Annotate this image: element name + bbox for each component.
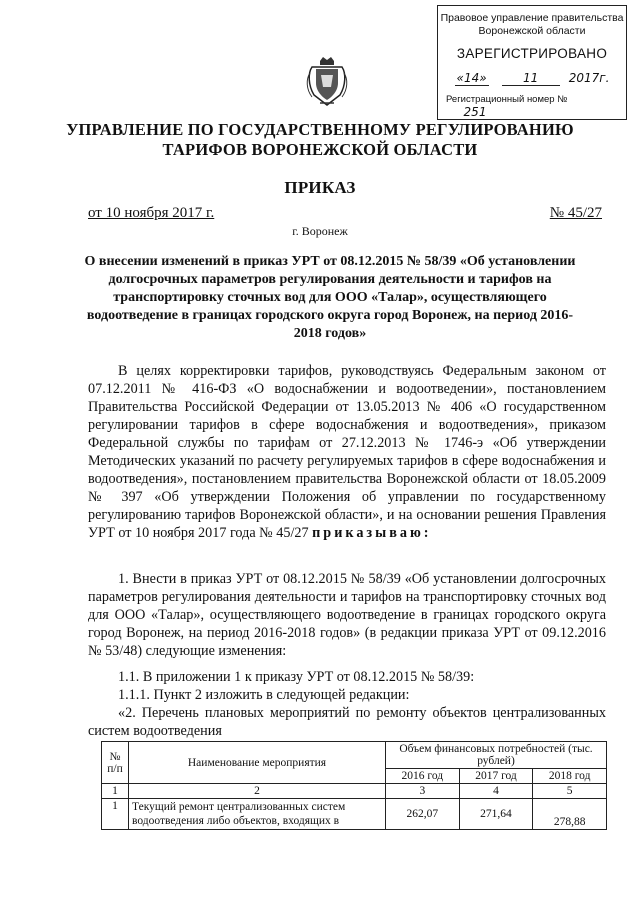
financial-table bbox=[101, 741, 607, 830]
item-2-title: «2. Перечень плановых мероприятий по ремонту объектов централизованных систем водоотведения bbox=[88, 705, 606, 739]
row-value-2017: 271,64 bbox=[459, 799, 533, 830]
order-word: приказываю: bbox=[312, 525, 432, 541]
order-subject: О внесении изменений в приказ УРТ от 08.12.2015 № 58/39 «Об установлении долгосрочных параметров регулирования деятельности и тарифов на транспортировку сточных вод для ООО «Талар», осуществляющего водоотведение в границах городского округа город Воронеж, на период 2016-2018 годов» bbox=[84, 254, 576, 341]
order-date: от 10 ноября 2017 г. bbox=[88, 205, 215, 221]
table-header-row bbox=[102, 742, 607, 769]
doc-type-title: ПРИКАЗ bbox=[284, 178, 356, 197]
row-value-2016: 262,07 bbox=[386, 799, 460, 830]
item-1-1-1-paragraph: 1.1.1. Пункт 2 изложить в следующей редакции: bbox=[118, 687, 410, 703]
index-cell: 4 bbox=[459, 784, 533, 799]
order-number: № 45/27 bbox=[549, 205, 602, 221]
row-name: Текущий ремонт централизованных систем водоотведения либо объектов, входящих в bbox=[129, 799, 386, 830]
item-1-paragraph: 1. Внести в приказ УРТ от 08.12.2015 № 58/39 «Об установлении долгосрочных параметров регулирования деятельности и тарифов на транспортировку сточных вод для ООО «Талар», осуществляющего водоотведение в границах городского округа город Воронеж, на период 2016-2018 годов» (в редакции приказа УРТ от 09.12.2016 № 53/48) следующие изменения: bbox=[88, 571, 606, 659]
org-title-line2: ТАРИФОВ ВОРОНЕЖСКОЙ ОБЛАСТИ bbox=[162, 140, 478, 159]
order-city: г. Воронеж bbox=[292, 224, 348, 238]
index-cell: 5 bbox=[533, 784, 607, 799]
header-year-2018: 2018 год bbox=[533, 769, 607, 784]
org-title-line1: УПРАВЛЕНИЕ ПО ГОСУДАРСТВЕННОМУ РЕГУЛИРОВАНИЮ bbox=[66, 120, 574, 139]
stamp-reg-number: 251 bbox=[446, 105, 504, 120]
index-cell: 2 bbox=[129, 784, 386, 799]
preamble-text: В целях корректировки тарифов, руководствуясь Федеральным законом от 07.12.2011 № 416-ФЗ «О водоснабжении и водоотведении», постановлением Правительства Российской Федерации от 13.05.2013 № 406 «О государственном регулировании тарифов в сфере водоснабжения и водоотведения», приказом Федеральной службы по тарифам от 27.12.2013 № 1746-э «Об утверждении Методических указаний по расчету регулируемых тарифов в сфере водоснабжения и водоотведения», постановлением правительства Воронежской области от 18.05.2009 № 397 «Об утверждении Положения об управлении по государственному регулированию тарифов Воронежской области», и на основании решения Правления УРТ от 10 ноября 2017 года № 45/27 bbox=[88, 363, 606, 541]
stamp-authority-line2: Воронежской области bbox=[478, 25, 586, 37]
stamp-date-month: 11 bbox=[502, 71, 560, 86]
table-index-row bbox=[102, 784, 607, 799]
stamp-date-year: 2017г. bbox=[568, 71, 610, 85]
header-name: Наименование мероприятия bbox=[129, 742, 386, 784]
coat-of-arms-icon bbox=[306, 55, 348, 109]
stamp-reg-label: Регистрационный номер № bbox=[446, 94, 568, 105]
header-year-2016: 2016 год bbox=[386, 769, 460, 784]
stamp-authority-line1: Правовое управление правительства bbox=[440, 12, 624, 24]
header-year-2017: 2017 год bbox=[459, 769, 533, 784]
index-cell: 3 bbox=[386, 784, 460, 799]
stamp-date-line bbox=[438, 71, 626, 86]
stamp-registered: ЗАРЕГИСТРИРОВАНО bbox=[456, 46, 608, 61]
index-cell: 1 bbox=[102, 784, 129, 799]
table-row bbox=[102, 799, 607, 830]
header-num: № п/п bbox=[102, 742, 129, 784]
header-volume: Объем финансовых потребностей (тыс. рублей) bbox=[386, 742, 607, 769]
registration-stamp bbox=[437, 5, 627, 120]
stamp-reg-line bbox=[438, 94, 626, 120]
stamp-date-day: «14» bbox=[456, 71, 487, 85]
preamble-paragraph bbox=[88, 362, 606, 542]
row-num: 1 bbox=[102, 799, 129, 830]
item-1-1-paragraph: 1.1. В приложении 1 к приказу УРТ от 08.12.2015 № 58/39: bbox=[118, 669, 475, 685]
row-value-2018: 278,88 bbox=[533, 799, 607, 830]
